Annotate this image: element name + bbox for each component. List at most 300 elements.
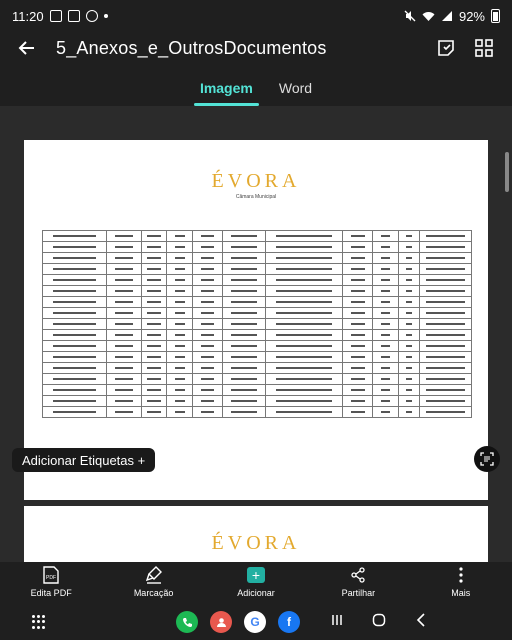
illegible-text (351, 367, 365, 369)
table-cell (141, 286, 167, 297)
table-cell (420, 407, 472, 418)
table-cell (141, 396, 167, 407)
table-row (43, 275, 472, 286)
table-cell (193, 242, 223, 253)
illegible-text (231, 257, 257, 259)
illegible-text (147, 411, 161, 413)
table-cell (43, 319, 107, 330)
illegible-text (276, 400, 332, 402)
table-cell (167, 330, 193, 341)
table-cell (43, 341, 107, 352)
table-row (43, 231, 472, 242)
table-cell (167, 385, 193, 396)
illegible-text (351, 411, 365, 413)
table-cell (107, 330, 141, 341)
table-cell (266, 407, 343, 418)
illegible-text (406, 268, 412, 270)
illegible-text (201, 268, 215, 270)
illegible-text (406, 301, 412, 303)
add-icon: + (247, 566, 265, 584)
edit-pdf-button[interactable]: PDF Edita PDF (11, 566, 91, 598)
illegible-text (175, 235, 185, 237)
table-cell (141, 275, 167, 286)
table-cell (107, 242, 141, 253)
table-cell (107, 275, 141, 286)
illegible-text (381, 279, 390, 281)
table-cell (223, 341, 266, 352)
table-cell (343, 253, 373, 264)
illegible-text (147, 312, 161, 314)
illegible-text (201, 378, 215, 380)
signal-icon (441, 10, 453, 22)
illegible-text (276, 279, 332, 281)
table-cell (193, 275, 223, 286)
table-cell (373, 275, 399, 286)
bottom-toolbar (0, 562, 512, 604)
recents-icon[interactable] (330, 613, 344, 632)
table-cell (193, 341, 223, 352)
table-cell (167, 396, 193, 407)
table-cell (420, 341, 472, 352)
illegible-text (276, 246, 332, 248)
table-cell (167, 253, 193, 264)
grid-view-icon[interactable] (472, 36, 496, 60)
illegible-text (201, 411, 215, 413)
table-cell (399, 242, 420, 253)
table-cell (193, 363, 223, 374)
table-cell (266, 253, 343, 264)
illegible-text (201, 246, 215, 248)
illegible-text (351, 279, 365, 281)
table-cell (399, 330, 420, 341)
illegible-text (175, 334, 185, 336)
table-cell (266, 264, 343, 275)
table-cell (193, 286, 223, 297)
table-cell (420, 275, 472, 286)
table-cell (399, 352, 420, 363)
illegible-text (406, 290, 412, 292)
table-cell (223, 308, 266, 319)
illegible-text (115, 367, 132, 369)
illegible-text (175, 257, 185, 259)
table-cell (343, 242, 373, 253)
table-cell (399, 363, 420, 374)
illegible-text (351, 400, 365, 402)
illegible-text (406, 323, 412, 325)
illegible-text (147, 334, 161, 336)
table-cell (43, 231, 107, 242)
table-cell (141, 407, 167, 418)
illegible-text (276, 323, 332, 325)
illegible-text (426, 334, 465, 336)
illegible-text (381, 400, 390, 402)
table-cell (107, 286, 141, 297)
table-cell (43, 253, 107, 264)
table-cell (107, 319, 141, 330)
table-cell (420, 352, 472, 363)
table-cell (167, 231, 193, 242)
illegible-text (201, 400, 215, 402)
table-cell (141, 297, 167, 308)
illegible-text (201, 257, 215, 259)
edit-note-icon[interactable] (434, 36, 458, 60)
illegible-text (381, 345, 390, 347)
table-cell (343, 297, 373, 308)
table-cell (167, 297, 193, 308)
table-cell (107, 374, 141, 385)
illegible-text (406, 246, 412, 248)
table-row (43, 242, 472, 253)
table-cell (167, 352, 193, 363)
illegible-text (201, 389, 215, 391)
home-icon[interactable] (372, 613, 386, 632)
illegible-text (406, 411, 412, 413)
table-cell (193, 407, 223, 418)
gallery-notification-icon (68, 10, 80, 22)
illegible-text (351, 312, 365, 314)
table-cell (343, 352, 373, 363)
share-icon (350, 566, 366, 584)
table-cell (167, 308, 193, 319)
illegible-text (147, 389, 161, 391)
illegible-text (147, 378, 161, 380)
table-cell (266, 308, 343, 319)
table-cell (420, 330, 472, 341)
app-bar (0, 32, 512, 64)
table-cell (399, 396, 420, 407)
illegible-text (115, 334, 132, 336)
illegible-text (381, 235, 390, 237)
illegible-text (53, 235, 96, 237)
navigation-bar (0, 604, 512, 640)
illegible-text (147, 235, 161, 237)
illegible-text (175, 411, 185, 413)
illegible-text (53, 411, 96, 413)
illegible-text (115, 345, 132, 347)
tab-imagem[interactable]: Imagem (200, 72, 253, 106)
illegible-text (53, 279, 96, 281)
illegible-text (426, 411, 465, 413)
table-cell (107, 264, 141, 275)
illegible-text (53, 367, 96, 369)
illegible-text (53, 400, 96, 402)
scrollbar[interactable] (505, 152, 509, 192)
illegible-text (351, 235, 365, 237)
illegible-text (231, 312, 257, 314)
table-cell (343, 308, 373, 319)
table-cell (107, 308, 141, 319)
table-cell (420, 231, 472, 242)
table-cell (223, 363, 266, 374)
add-button[interactable]: + Adicionar (237, 567, 275, 598)
table-cell (193, 319, 223, 330)
illegible-text (351, 290, 365, 292)
table-cell (141, 308, 167, 319)
table-cell (223, 231, 266, 242)
table-cell (399, 407, 420, 418)
illegible-text (351, 246, 365, 248)
illegible-text (53, 389, 96, 391)
table-cell (373, 374, 399, 385)
illegible-text (147, 301, 161, 303)
table-cell (343, 264, 373, 275)
illegible-text (231, 411, 257, 413)
illegible-text (276, 411, 332, 413)
table-cell (193, 385, 223, 396)
illegible-text (351, 257, 365, 259)
contacts-app-icon[interactable] (210, 611, 232, 633)
table-cell (193, 231, 223, 242)
illegible-text (147, 367, 161, 369)
illegible-text (351, 301, 365, 303)
illegible-text (231, 268, 257, 270)
share-button[interactable]: Partilhar (318, 566, 398, 598)
table-cell (343, 385, 373, 396)
table-cell (193, 264, 223, 275)
illegible-text (175, 268, 185, 270)
illegible-text (175, 312, 185, 314)
table-cell (167, 363, 193, 374)
table-cell (141, 330, 167, 341)
add-tags-button[interactable]: Adicionar Etiquetas + (12, 448, 155, 472)
illegible-text (53, 378, 96, 380)
illegible-text (426, 389, 465, 391)
table-row (43, 286, 472, 297)
table-cell (43, 363, 107, 374)
table-cell (266, 341, 343, 352)
illegible-text (351, 268, 365, 270)
illegible-text (381, 323, 390, 325)
illegible-text (175, 279, 185, 281)
illegible-text (381, 378, 390, 380)
table-row (43, 308, 472, 319)
table-cell (373, 308, 399, 319)
illegible-text (406, 235, 412, 237)
table-row (43, 385, 472, 396)
illegible-text (201, 356, 215, 358)
illegible-text (147, 400, 161, 402)
more-button[interactable]: Mais (421, 566, 501, 598)
illegible-text (426, 345, 465, 347)
illegible-text (426, 367, 465, 369)
table-cell (399, 297, 420, 308)
table-cell (343, 319, 373, 330)
table-cell (141, 352, 167, 363)
table-cell (399, 341, 420, 352)
table-cell (266, 297, 343, 308)
illegible-text (426, 312, 465, 314)
phone-app-icon[interactable] (176, 611, 198, 633)
illegible-text (276, 389, 332, 391)
table-cell (343, 275, 373, 286)
table-cell (223, 297, 266, 308)
illegible-text (175, 400, 185, 402)
table-cell (420, 374, 472, 385)
illegible-text (381, 268, 390, 270)
table-cell (266, 385, 343, 396)
illegible-text (426, 378, 465, 380)
table-cell (193, 352, 223, 363)
table-cell (266, 242, 343, 253)
table-cell (343, 407, 373, 418)
table-cell (43, 352, 107, 363)
illegible-text (406, 345, 412, 347)
google-app-icon[interactable]: G (244, 611, 266, 633)
illegible-text (231, 334, 257, 336)
table-cell (373, 231, 399, 242)
illegible-text (426, 246, 465, 248)
table-cell (107, 231, 141, 242)
illegible-text (115, 301, 132, 303)
illegible-text (175, 290, 185, 292)
table-cell (223, 264, 266, 275)
table-row (43, 352, 472, 363)
table-cell (266, 352, 343, 363)
markup-button[interactable]: Marcação (114, 566, 194, 598)
battery-icon (491, 9, 500, 23)
illegible-text (381, 290, 390, 292)
mute-icon (404, 10, 416, 22)
table-cell (223, 242, 266, 253)
table-cell (107, 341, 141, 352)
illegible-text (406, 257, 412, 259)
illegible-text (147, 345, 161, 347)
document-table (42, 230, 472, 418)
illegible-text (231, 367, 257, 369)
illegible-text (147, 323, 161, 325)
illegible-text (276, 334, 332, 336)
illegible-text (406, 334, 412, 336)
table-cell (223, 286, 266, 297)
table-cell (107, 253, 141, 264)
table-cell (373, 242, 399, 253)
table-cell (223, 319, 266, 330)
table-cell (373, 319, 399, 330)
illegible-text (175, 246, 185, 248)
table-cell (141, 264, 167, 275)
table-cell (223, 275, 266, 286)
illegible-text (231, 345, 257, 347)
illegible-text (201, 279, 215, 281)
table-cell (399, 319, 420, 330)
illegible-text (175, 323, 185, 325)
table-cell (167, 242, 193, 253)
illegible-text (53, 301, 96, 303)
illegible-text (351, 356, 365, 358)
illegible-text (201, 301, 215, 303)
tab-word[interactable]: Word (278, 80, 313, 96)
table-cell (193, 374, 223, 385)
table-cell (373, 407, 399, 418)
illegible-text (115, 323, 132, 325)
facebook-app-icon[interactable]: f (278, 611, 300, 633)
illegible-text (201, 290, 215, 292)
illegible-text (147, 268, 161, 270)
illegible-text (53, 257, 96, 259)
table-cell (43, 374, 107, 385)
illegible-text (175, 345, 185, 347)
table-cell (343, 341, 373, 352)
table-cell (193, 253, 223, 264)
illegible-text (381, 301, 390, 303)
table-cell (43, 286, 107, 297)
wifi-icon (422, 11, 435, 22)
illegible-text (381, 334, 390, 336)
table-cell (420, 297, 472, 308)
table-cell (141, 253, 167, 264)
table-cell (193, 308, 223, 319)
table-cell (43, 407, 107, 418)
table-cell (141, 385, 167, 396)
illegible-text (115, 290, 132, 292)
more-vert-icon (459, 566, 463, 584)
illegible-text (53, 290, 96, 292)
illegible-text (231, 290, 257, 292)
illegible-text (426, 290, 465, 292)
table-row (43, 363, 472, 374)
illegible-text (115, 246, 132, 248)
illegible-text (406, 279, 412, 281)
table-cell (420, 264, 472, 275)
illegible-text (231, 235, 257, 237)
illegible-text (115, 389, 132, 391)
table-cell (141, 374, 167, 385)
illegible-text (231, 323, 257, 325)
table-cell (399, 385, 420, 396)
table-cell (223, 385, 266, 396)
app-drawer-icon[interactable] (32, 615, 46, 629)
text-scan-icon[interactable] (474, 446, 500, 472)
illegible-text (147, 246, 161, 248)
illegible-text (201, 312, 215, 314)
illegible-text (406, 378, 412, 380)
table-cell (420, 286, 472, 297)
illegible-text (231, 400, 257, 402)
table-cell (343, 374, 373, 385)
table-cell (223, 330, 266, 341)
document-viewer[interactable] (0, 106, 512, 562)
table-cell (141, 231, 167, 242)
table-cell (420, 242, 472, 253)
document-title: 5_Anexos_e_OutrosDocumentos (56, 37, 327, 58)
table-cell (193, 297, 223, 308)
table-cell (141, 242, 167, 253)
illegible-text (406, 367, 412, 369)
table-cell (266, 363, 343, 374)
illegible-text (175, 389, 185, 391)
table-cell (266, 275, 343, 286)
table-cell (373, 385, 399, 396)
illegible-text (115, 411, 132, 413)
arrow-back-icon[interactable] (16, 37, 38, 59)
table-cell (266, 286, 343, 297)
table-cell (420, 396, 472, 407)
table-cell (343, 330, 373, 341)
illegible-text (426, 301, 465, 303)
table-cell (107, 396, 141, 407)
table-cell (399, 308, 420, 319)
table-row (43, 341, 472, 352)
illegible-text (115, 400, 132, 402)
table-cell (373, 286, 399, 297)
illegible-text (115, 279, 132, 281)
back-nav-icon[interactable] (414, 613, 428, 632)
illegible-text (351, 378, 365, 380)
illegible-text (201, 334, 215, 336)
table-cell (43, 242, 107, 253)
table-cell (373, 341, 399, 352)
illegible-text (175, 367, 185, 369)
